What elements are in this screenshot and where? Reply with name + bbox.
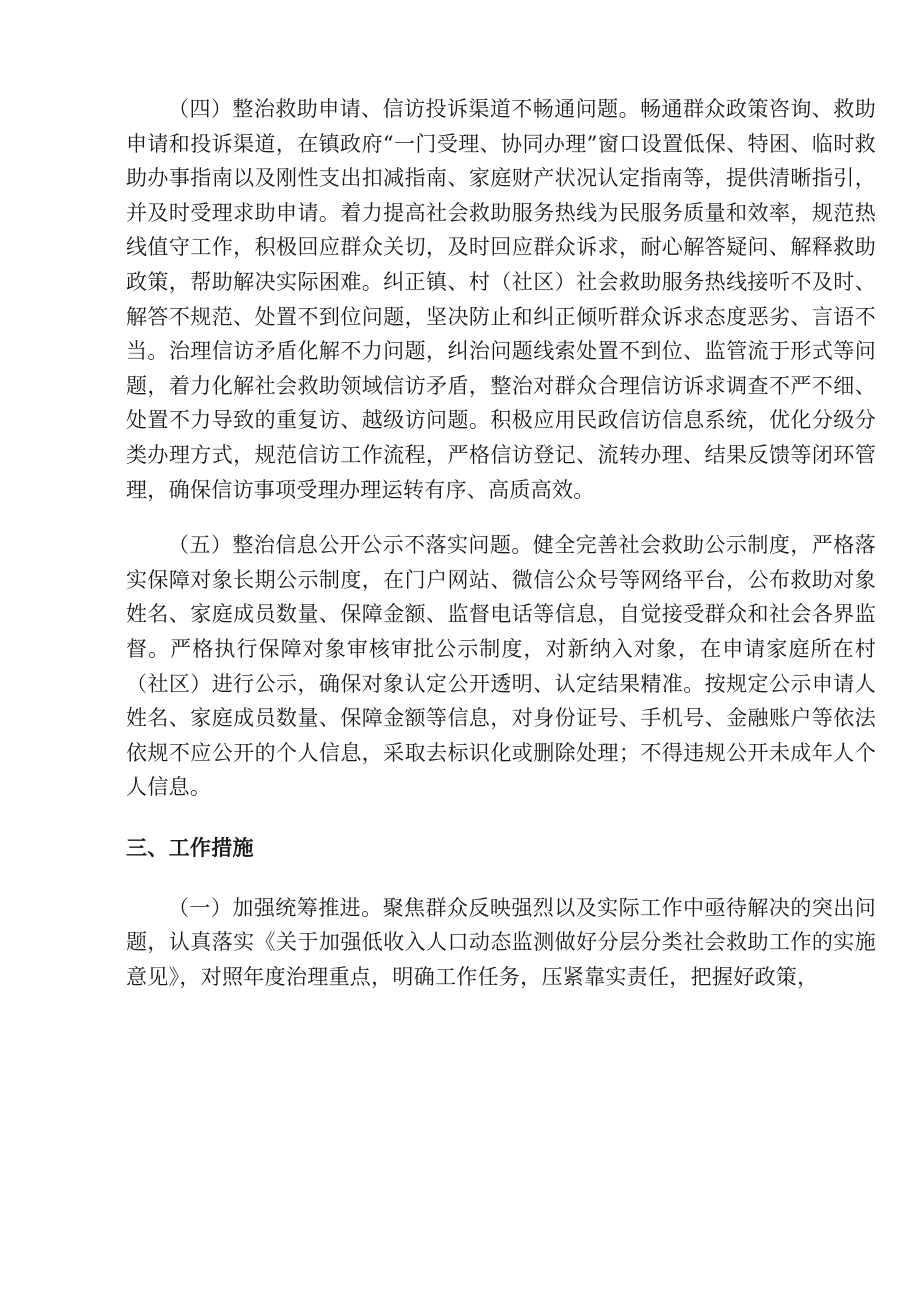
document-page	[126, 92, 876, 995]
section-heading-work-measures: 三、工作措施	[126, 834, 254, 860]
paragraph-4-channel-rectification: （四）整治救助申请、信访投诉渠道不畅通问题。畅通群众政策咨询、救助申请和投诉渠道，在镇政府“一门受理、协同办理”窗口设置低保、特困、临时救助办事指南以及刚性支出扣减指南、家庭财产状况认定指南等，提供清晰指引，并及时受理求助申请。着力提高社会救助服务热线为民服务质量和效率，规范热线值守工作，积极回应群众关切，及时回应群众诉求，耐心解答疑问、解释救助政策，帮助解决实际困难。纠正镇、村（社区）社会救助服务热线接听不及时、解答不规范、处置不到位问题，坚决防止和纠正倾听群众诉求态度恶劣、言语不当。治理信访矛盾化解不力问题，纠治问题线索处置不到位、监管流于形式等问题，着力化解社会救助领域信访矛盾，整治对群众合理信访诉求调查不严不细、处置不力导致的重复访、越级访问题。积极应用民政信访信息系统，优化分级分类办理方式，规范信访工作流程，严格信访登记、流转办理、结果反馈等闭环管理，确保信访事项受理办理运转有序、高质高效。	[126, 97, 876, 502]
paragraph-5-information-disclosure: （五）整治信息公开公示不落实问题。健全完善社会救助公示制度，严格落实保障对象长期公示制度，在门户网站、微信公众号等网络平台，公布救助对象姓名、家庭成员数量、保障金额、监督电话等信息，自觉接受群众和社会各界监督。严格执行保障对象审核审批公示制度，对新纳入对象，在申请家庭所在村（社区）进行公示，确保对象认定公开透明、认定结果精准。按规定公示申请人姓名、家庭成员数量、保障金额等信息，对身份证号、手机号、金融账户等依法依规不应公开的个人信息，采取去标识化或删除处理；不得违规公开未成年人个人信息。	[126, 533, 876, 800]
paragraph-1-coordination: （一）加强统筹推进。聚焦群众反映强烈以及实际工作中亟待解决的突出问题，认真落实《关于加强低收入人口动态监测做好分层分类社会救助工作的实施意见》，对照年度治理重点，明确工作任务，压紧靠实责任，把握好政策，	[126, 895, 876, 990]
